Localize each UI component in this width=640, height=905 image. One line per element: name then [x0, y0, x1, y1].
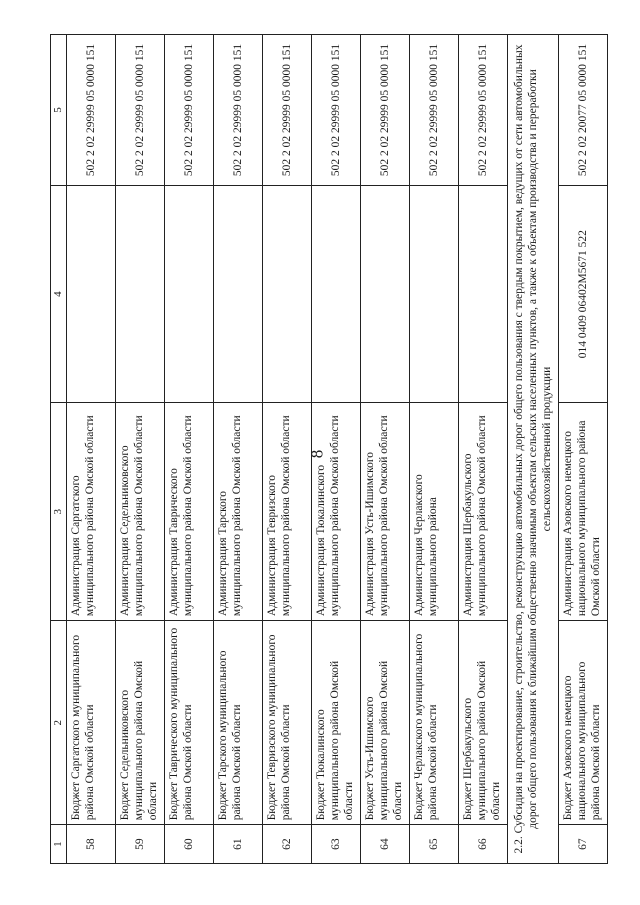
administrator-name: Администрация Азовского немецкого национального муниципального района Омской области [559, 403, 608, 621]
income-code: 502 2 02 29999 05 0000 151 [312, 35, 361, 186]
income-code: 502 2 02 29999 05 0000 151 [214, 35, 263, 186]
income-code: 502 2 02 29999 05 0000 151 [361, 35, 410, 186]
expense-code [459, 185, 508, 403]
header-col-2: 2 [51, 621, 67, 825]
budget-name: Бюджет Седельниковского муниципального района Омской области [116, 621, 165, 825]
income-code: 502 2 02 29999 05 0000 151 [67, 35, 116, 186]
administrator-name: Администрация Тарского муниципального района Омской области [214, 403, 263, 621]
header-col-1: 1 [51, 825, 67, 864]
budget-table [50, 34, 608, 864]
income-code: 502 2 02 20077 05 0000 151 [559, 35, 608, 186]
rotated-table-sheet [50, 34, 603, 864]
expense-code [263, 185, 312, 403]
row-number: 61 [214, 825, 263, 864]
budget-name: Бюджет Черлакского муниципального района Омской области [410, 621, 459, 825]
income-code: 502 2 02 29999 05 0000 151 [165, 35, 214, 186]
administrator-name: Администрация Таврического муниципального района Омской области [165, 403, 214, 621]
administrator-name: Администрация Усть-Ишимского муниципального района Омской области [361, 403, 410, 621]
row-number: 65 [410, 825, 459, 864]
budget-name: Бюджет Таврического муниципального района Омской области [165, 621, 214, 825]
table-row [263, 35, 312, 864]
row-number: 62 [263, 825, 312, 864]
budget-name: Бюджет Шербакульского муниципального района Омской области [459, 621, 508, 825]
income-code: 502 2 02 29999 05 0000 151 [263, 35, 312, 186]
row-number: 67 [559, 825, 608, 864]
budget-name: Бюджет Тевризского муниципального района Омской области [263, 621, 312, 825]
expense-code [410, 185, 459, 403]
administrator-name: Администрация Шербакульского муниципального района Омской области [459, 403, 508, 621]
row-number: 59 [116, 825, 165, 864]
row-number: 60 [165, 825, 214, 864]
expense-code [214, 185, 263, 403]
expense-code [361, 185, 410, 403]
table-row [459, 35, 508, 864]
table-row [165, 35, 214, 864]
budget-name: Бюджет Тюкалинского муниципального района Омской области [312, 621, 361, 825]
table-row [361, 35, 410, 864]
budget-name: Бюджет Саргатского муниципального района Омской области [67, 621, 116, 825]
table-row [410, 35, 459, 864]
administrator-name: Администрация Тюкалинского муниципального района Омской области [312, 403, 361, 621]
administrator-name: Администрация Седельниковского муниципального района Омской области [116, 403, 165, 621]
table-row [312, 35, 361, 864]
page-number: 8 [307, 449, 327, 459]
section-title: 2.2. Субсидия на проектирование, строительство, реконструкцию автомобильных дорог общего пользования с твердым покрытием, ведущих от сети автомобильных дорог общего пользования к ближайшим общественно значимым объектам сельских населенных пунктов, а также к объектам производства и переработки сельскохозяйственной продукции [508, 35, 559, 864]
header-col-5: 5 [51, 35, 67, 186]
budget-name: Бюджет Тарского муниципального района Омской области [214, 621, 263, 825]
budget-name: Бюджет Усть-Ишимского муниципального района Омской области [361, 621, 410, 825]
income-code: 502 2 02 29999 05 0000 151 [410, 35, 459, 186]
row-number: 58 [67, 825, 116, 864]
table-row [67, 35, 116, 864]
row-number: 66 [459, 825, 508, 864]
expense-code [116, 185, 165, 403]
expense-code [312, 185, 361, 403]
administrator-name: Администрация Черлакского муниципального района [410, 403, 459, 621]
table-row [116, 35, 165, 864]
expense-code [165, 185, 214, 403]
administrator-name: Администрация Саргатского муниципального района Омской области [67, 403, 116, 621]
header-row [51, 35, 67, 864]
row-number: 63 [312, 825, 361, 864]
income-code: 502 2 02 29999 05 0000 151 [116, 35, 165, 186]
row-number: 64 [361, 825, 410, 864]
expense-code [67, 185, 116, 403]
administrator-name: Администрация Тевризского муниципального района Омской области [263, 403, 312, 621]
header-col-3: 3 [51, 403, 67, 621]
section-row [508, 35, 559, 864]
table-row [559, 35, 608, 864]
expense-code: 014 0409 06402М5671 522 [559, 185, 608, 403]
header-col-4: 4 [51, 185, 67, 403]
budget-name: Бюджет Азовского немецкого национального муниципального района Омской области [559, 621, 608, 825]
table-row [214, 35, 263, 864]
income-code: 502 2 02 29999 05 0000 151 [459, 35, 508, 186]
